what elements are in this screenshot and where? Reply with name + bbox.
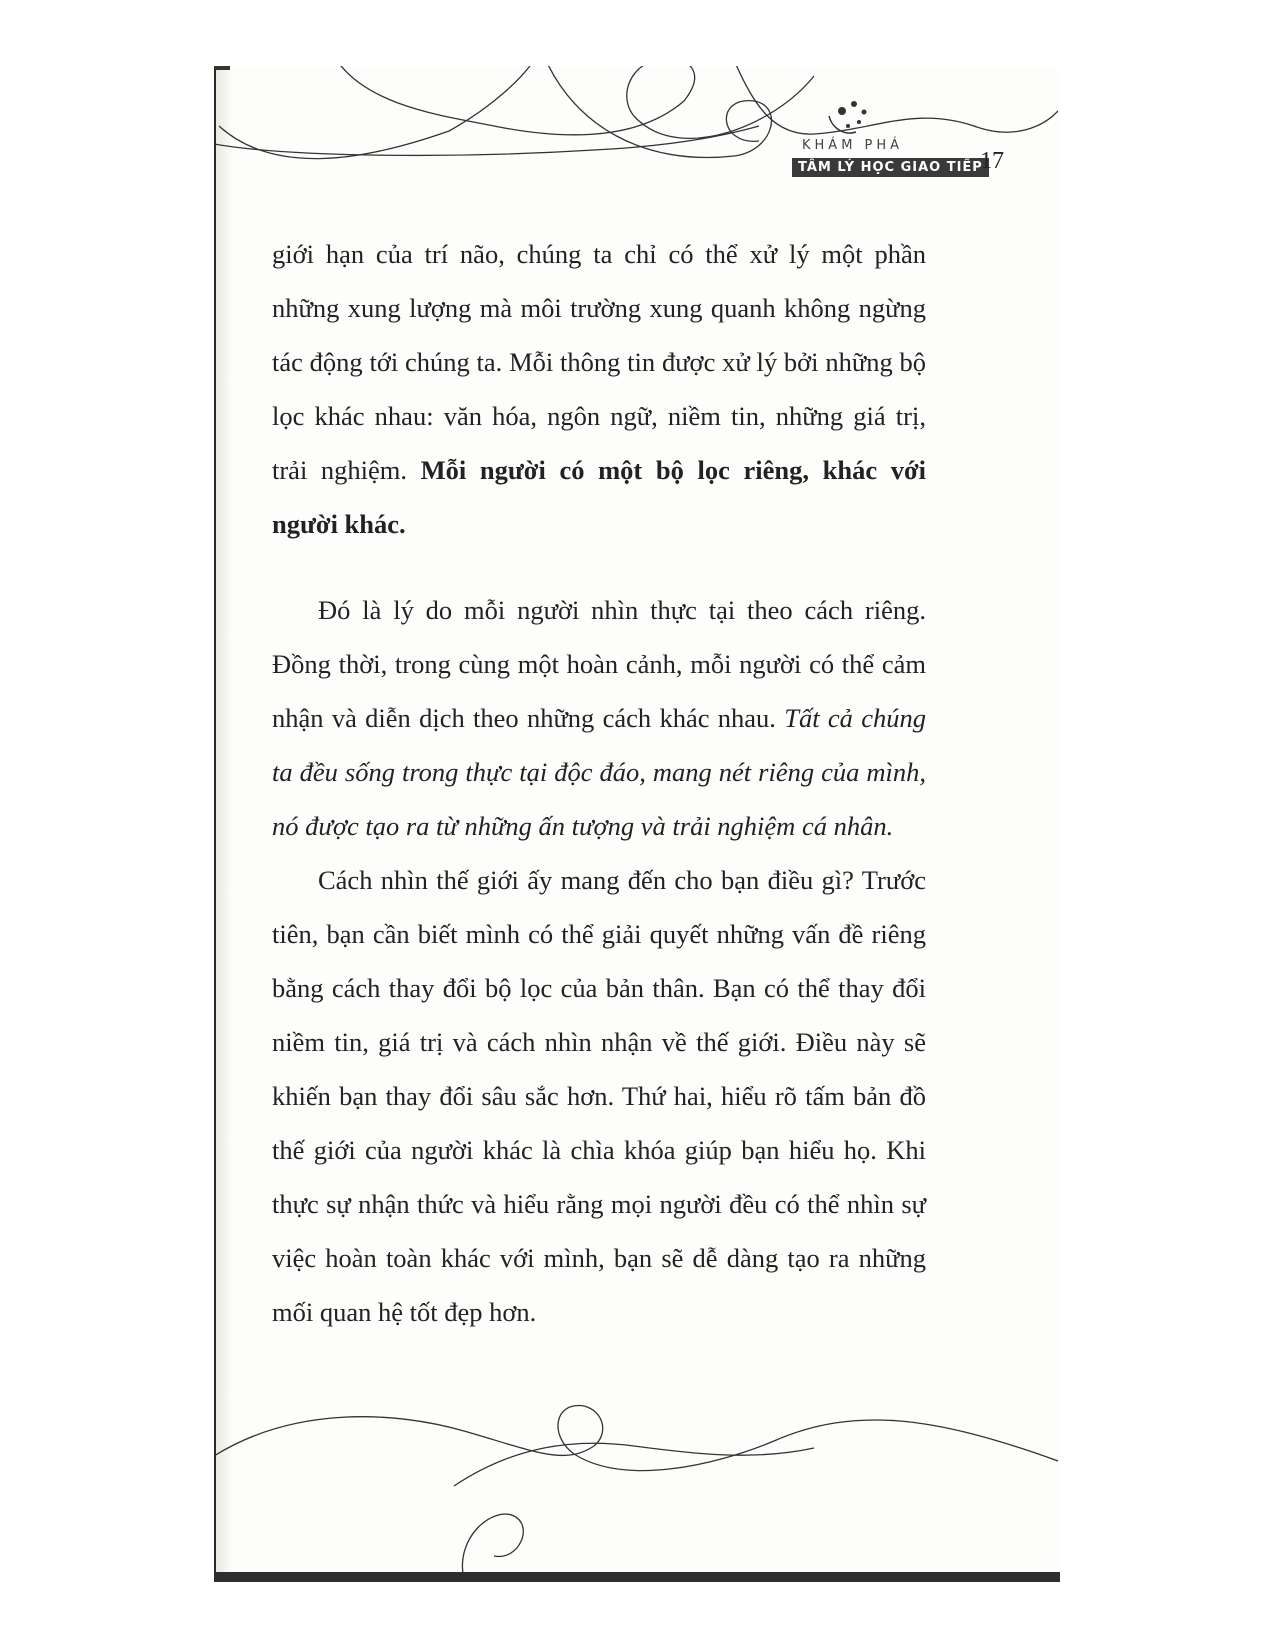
header-rule-curve (214, 126, 759, 155)
paragraph-2-italic: Tất cả chúng ta đều sống trong thực tại độc đáo, mang nét riêng của mình, nó được tạo ra từ những ấn tượng và trải nghiệm cá nhân. (272, 703, 926, 841)
paragraph-3 (272, 853, 926, 1339)
paragraph-3-text: Cách nhìn thế giới ấy mang đến cho bạn điều gì? Trước tiên, bạn cần biết mình có thể giải quyết những vấn đề riêng bằng cách thay đổi bộ lọc của bản thân. Bạn có thể thay đổi niềm tin, giá trị và cách nhìn nhận về thế giới. Điều này sẽ khiến bạn thay đổi sâu sắc hơn. Thứ hai, hiểu rõ tấm bản đồ thế giới của người khác là chìa khóa giúp bạn hiểu họ. Khi thực sự nhận thức và hiểu rằng mọi người đều có thể nhìn sự việc hoàn toàn khác với mình, bạn sẽ dễ dàng tạo ra những mối quan hệ tốt đẹp hơn. (272, 865, 926, 1327)
paragraph-1 (272, 227, 926, 551)
paragraph-1-text: giới hạn của trí não, chúng ta chỉ có thể xử lý một phần những xung lượng mà môi trường xung quanh không ngừng tác động tới chúng ta. Mỗi thông tin được xử lý bởi những bộ lọc khác nhau: văn hóa, ngôn ngữ, niềm tin, những giá trị, trải nghiệm. (272, 239, 926, 485)
header-flourish-icon (829, 101, 867, 133)
body-text (272, 227, 926, 1339)
top-swirl-left (219, 66, 534, 159)
paragraph-1-bold: Mỗi người có một bộ lọc riêng, khác với người khác. (272, 455, 926, 539)
top-swirl-right (734, 66, 1058, 134)
top-swirl-center (544, 66, 771, 158)
paragraph-2-text: Đó là lý do mỗi người nhìn thực tại theo cách riêng. Đồng thời, trong cùng một hoàn cảnh, mỗi người có thể cảm nhận và diễn dịch theo những cách khác nhau. (272, 595, 926, 733)
bottom-swirl-left (214, 1406, 1058, 1471)
page-number: 17 (980, 148, 1004, 174)
paragraph-2 (272, 583, 926, 853)
bottom-edge-bar (214, 1572, 1060, 1582)
series-title-line1: KHÁM PHÁ (802, 138, 904, 153)
series-title-line2: TÂM LÝ HỌC GIAO TIẾP (792, 158, 989, 177)
bottom-swirl-right (454, 1443, 814, 1486)
bottom-swirl-loop (462, 1514, 523, 1580)
